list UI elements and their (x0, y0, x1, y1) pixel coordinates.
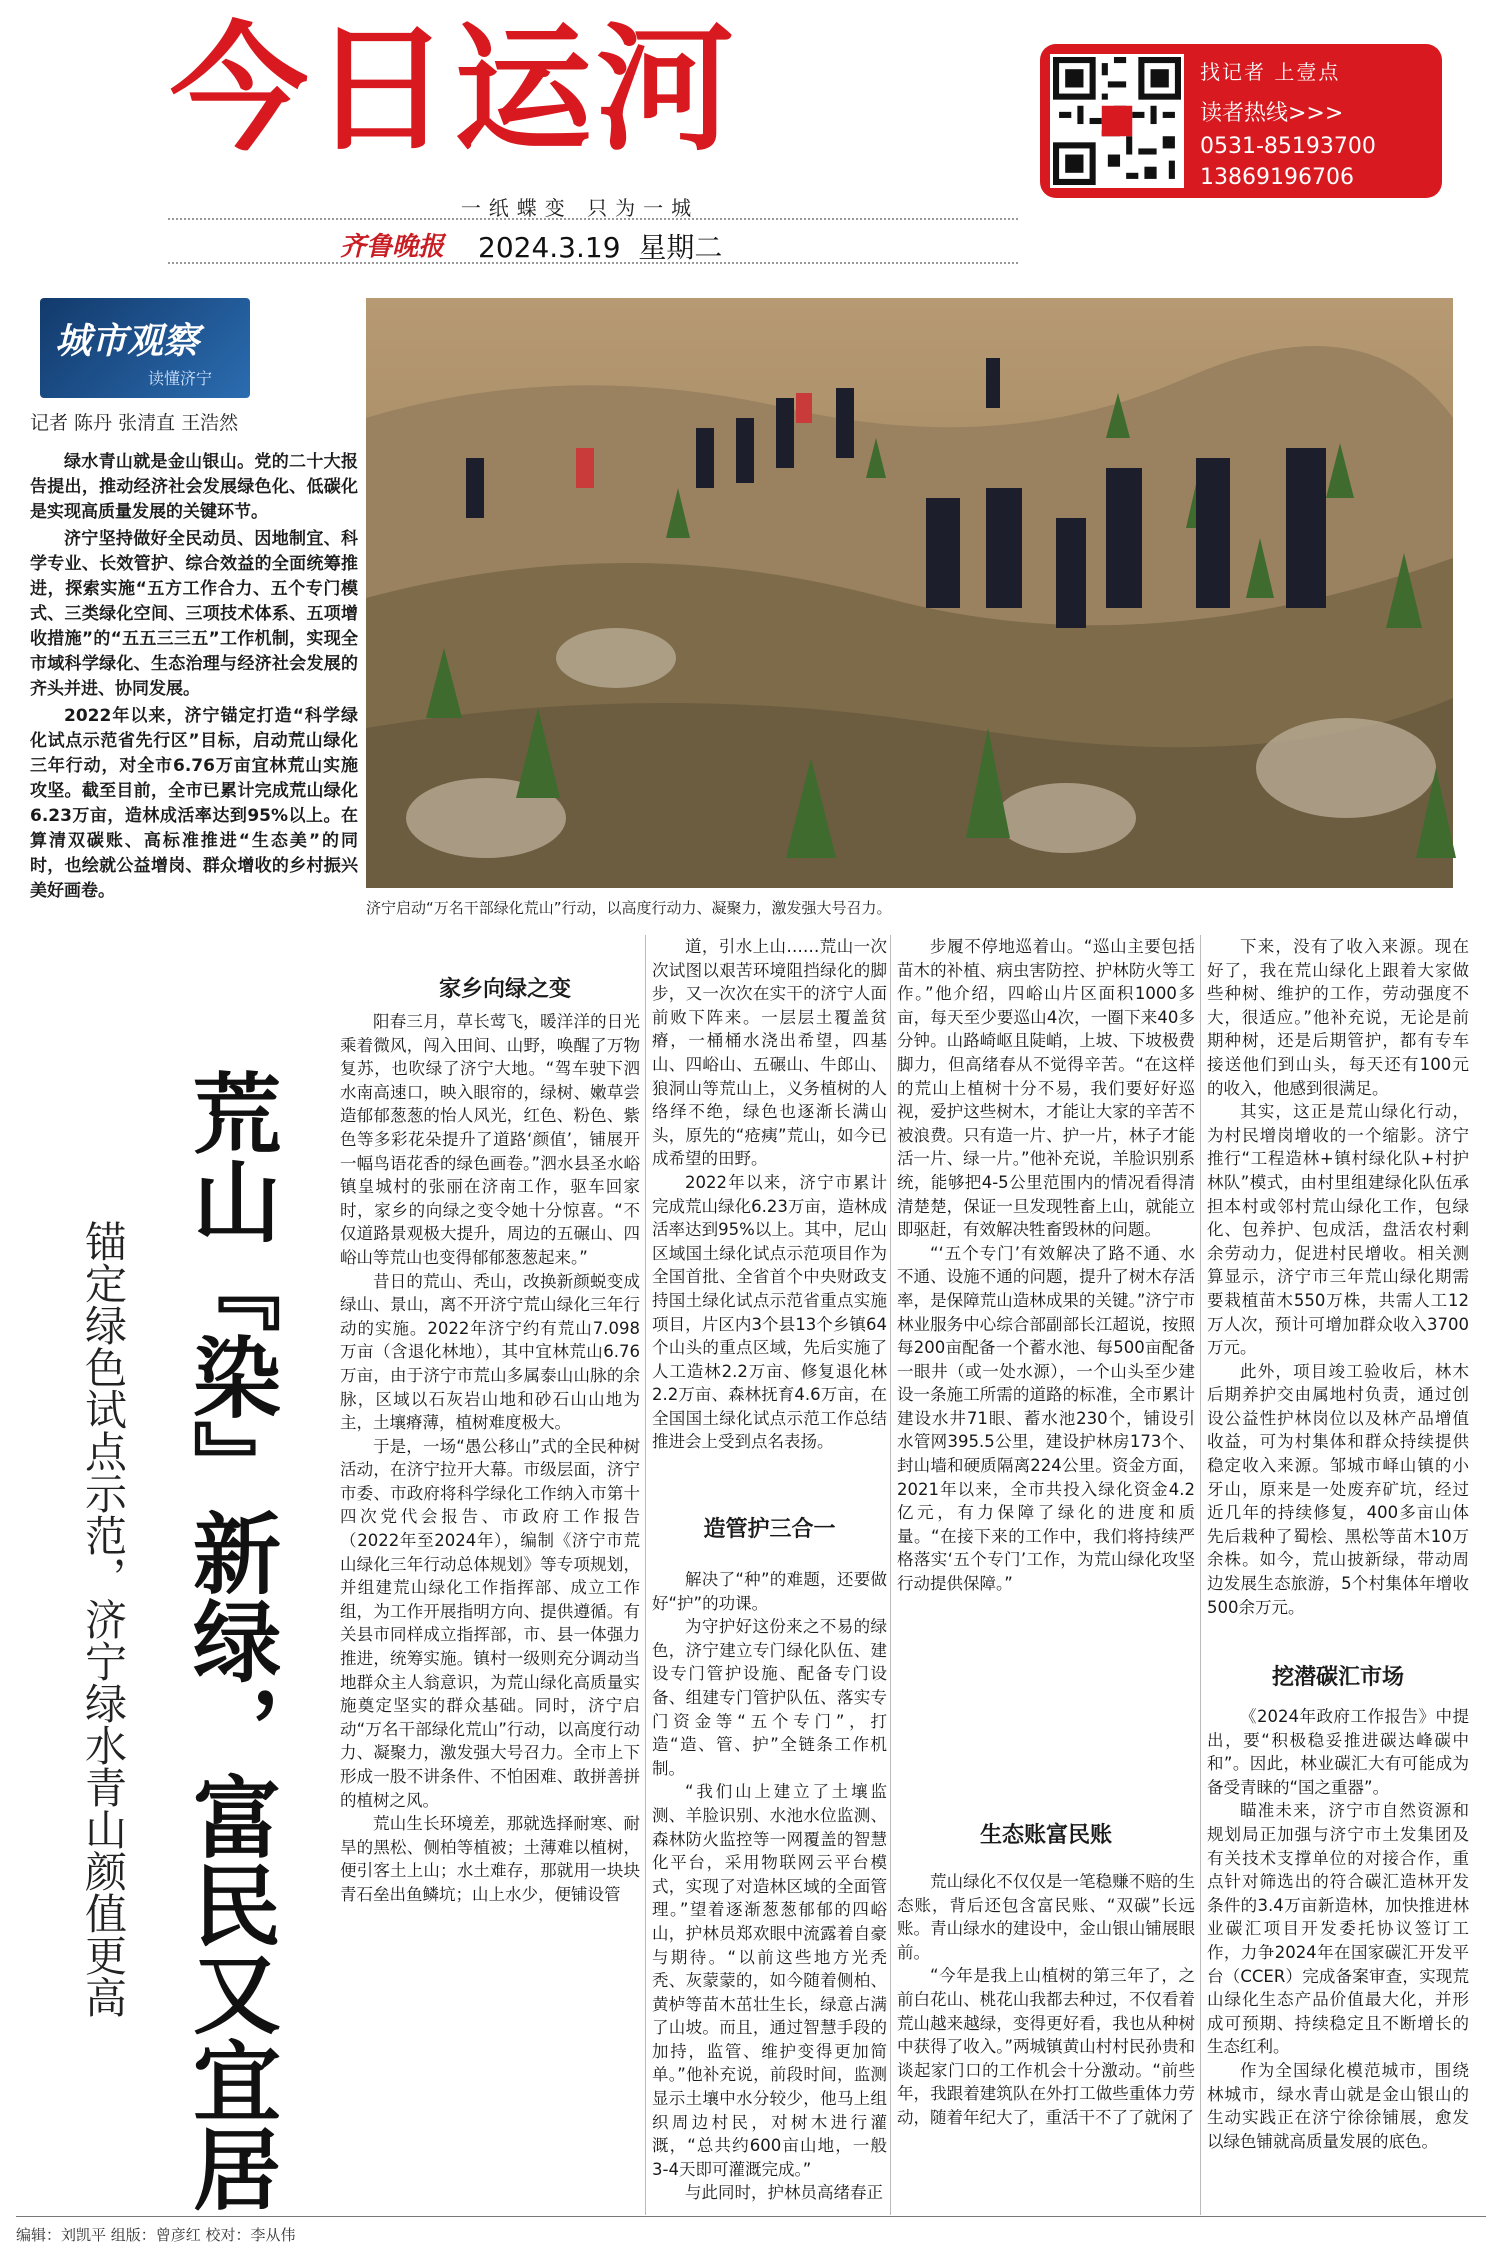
photo-illustration (366, 298, 1453, 888)
article-column-4b (1207, 1705, 1469, 2215)
divider (168, 218, 1018, 220)
intro-paragraph: 绿水青山就是金山银山。党的二十大报告提出，推动经济社会发展绿色化、低碳化是实现高质量发展的关键环节。 (30, 452, 358, 522)
tree-planting-photo (366, 298, 1453, 888)
hotline-phone1[interactable]: 0531-85193700 (1200, 134, 1376, 159)
masthead-title: 今日运河 (170, 9, 739, 170)
newspaper-name: 齐鲁晚报 (340, 232, 445, 262)
weekday: 星期二 (638, 231, 723, 264)
paragraph: 道，引水上山……荒山一次次试图以艰苦环境阻挡绿化的脚步，又一次次在实干的济宁人面前败下阵来。一层层土覆盖贫瘠，一桶桶水浇出希望，四基山、四峪山、五碾山、牛郎山、狼洞山等荒山上，义务植树的人络绎不绝，绿色也逐渐长满山头，原先的“疮痍”荒山，如今已成希望的田野。 (652, 937, 887, 1169)
paragraph: 与此同时，护林员高绪春正 (685, 2183, 883, 2203)
paragraph: 此外，项目竣工验收后，林木后期养护交由属地村负责，通过创设公益性护林岗位以及林产品增值收益，可为村集体和群众持续提供稳定收入来源。邹城市峄山镇的小牙山，原来是一处废弃矿坑，经过近几年的持续修复，400多亩山体先后栽种了蜀桧、黑松等苗木10万余株。如今，荒山披新绿，带动周边发展生态旅游，5个村集体年增收500余万元。 (1207, 1361, 1469, 1617)
paragraph: 下来，没有了收入来源。现在好了，我在荒山绿化上跟着大家做些种树、维护的工作，劳动强度不大，很适应。”他补充说，无论是前期种树，还是后期管护，都有专车接送他们到山头，每天还有100元的收入，他感到很满足。 (1207, 937, 1469, 1098)
paragraph: 步履不停地巡着山。“巡山主要包括苗木的补植、病虫害防控、护林防火等工作。”他介绍，四峪山片区面积1000多亩，每天至少要巡山4次，一圈下来40多分钟。山路崎岖且陡峭，上坡、下坡极费脚力，但高绪春从不觉得辛苦。“在这样的荒山上植树十分不易，我们要好好巡视，爱护这些树木，才能让大家的辛苦不被浪费。只有造一片、护一片，林子才能活一片、绿一片。”他补充说，羊脸识别系统，能够把4-5公里范围内的情况看得清清楚楚，保证一旦发现牲畜上山，就能立即驱赶，有效解决牲畜毁林的问题。 (897, 937, 1195, 1240)
paragraph: 为守护好这份来之不易的绿色，济宁建立专门绿化队伍、建设专门管护设施、配备专门设备、组建专门管护队伍、落实专门资金等“五个专门”，打造“造、管、护”全链条工作机制。 (652, 1617, 887, 1778)
masthead-slogan: 一纸蝶变 只为一城 (460, 196, 700, 220)
intro-paragraph: 2022年以来，济宁锚定打造“科学绿化试点示范省先行区”目标，启动荒山绿化三年行动，对全市6.76万亩宜林荒山实施攻坚。截至目前，全市已累计完成荒山绿化6.23万亩，造林成活率达到95%以上。在算清双碳账、高标准推进“生态美”的同时，也绘就公益增岗、群众增收的乡村振兴美好画卷。 (30, 706, 358, 901)
paragraph: 昔日的荒山、秃山，改换新颜蜕变成绿山、景山，离不开济宁荒山绿化三年行动的实施。2022年济宁约有荒山7.098万亩（含退化林地），其中宜林荒山6.76万亩，由于济宁市荒山多属泰山山脉的余脉，区域以石灰岩山地和砂石山山地为主，土壤瘠薄，植树难度极大。 (340, 1271, 640, 1433)
photo-caption: 济宁启动“万名干部绿化荒山”行动，以高度行动力、凝聚力，激发强大号召力。 (366, 899, 892, 917)
paragraph: 阳春三月，草长莺飞，暖洋洋的日光乘着微风，闯入田间、山野，唤醒了万物复苏，也吹绿了济宁大地。“驾车驶下泗水南高速口，映入眼帘的，绿树、嫩草尝造郁郁葱葱的怡人风光，红色、粉色、紫色等多彩花朵提升了道路‘颜值’，铺展开一幅鸟语花香的绿色画卷。”泗水县圣水峪镇皇城村的张丽在济南工作，驱车回家时，家乡的向绿之变令她十分惊喜。“不仅道路景观极大提升，周边的五碾山、四峪山等荒山也变得郁郁葱葱起来。” (340, 1012, 640, 1267)
article-column-2b (652, 1568, 887, 2213)
paragraph: 瞄准未来，济宁市自然资源和规划局正加强与济宁市土发集团及有关技术支撑单位的对接合作，重点针对筛选出的符合碳汇造林开发条件的3.4万亩新造林，加快推进林业碳汇项目开发委托协议签订工作，力争2024年在国家碳汇开发平台（CCER）完成备案审查，实现荒山绿化生态产品价值最大化，并形成可预期、持续稳定且不断增长的生态红利。 (1207, 1801, 1469, 2057)
byline: 记者 陈丹 张清直 王浩然 (30, 412, 239, 434)
intro-text (30, 450, 358, 975)
divider (16, 2216, 1486, 2217)
main-headline: 荒山『染』新绿，富民又宜居 (179, 1068, 283, 2212)
paragraph: “今年是我上山植树的第三年了，之前白花山、桃花山我都去种过，不仅看着荒山越来越绿，变得更好看，我也从种树中获得了收入。”两城镇黄山村村民孙贵和谈起家门口的工作机会十分激动。“前些年，我跟着建筑队在外打工做些重体力劳动，随着年纪大了，重活干不了了就闲了 (897, 1966, 1195, 2127)
qr-code-icon[interactable] (1050, 54, 1184, 188)
article-column-1 (340, 1010, 640, 2210)
hotline-line2: 读者热线>>> (1200, 101, 1344, 126)
paragraph: “‘五个专门’有效解决了路不通、水不通、设施不通的问题，提升了树木存活率，是保障荒山造林成果的关键。”济宁市林业服务中心综合部副部长江超说，按照每200亩配备一个蓄水池、每500亩配备一眼井（或一处水源），一个山头至少建设一条施工所需的道路的标准，全市累计建设水井71眼、蓄水池230个，铺设引水管网395.5公里，建设护林房173个、封山墙和硬质隔离224公里。资金方面，2021年以来，全市共投入绿化资金4.2亿元，有力保障了绿化的进度和质量。“在接下来的工作中，我们将持续严格落实‘五个专门’工作，为荒山绿化攻坚行动提供保障。” (897, 1243, 1195, 1594)
article-column-4 (1207, 935, 1469, 1645)
date: 2024.3.19 (478, 231, 621, 264)
intro-paragraph: 济宁坚持做好全民动员、因地制宜、科学专业、长效管护、综合效益的全面统筹推进，探索实施“五方工作合力、五个专门模式、三类绿化空间、三项技术体系、五项增收措施”的“五五三三五”工作机制，实现全市域科学绿化、生态治理与经济社会发展的齐头并进、协同发展。 (30, 529, 358, 699)
article-column-3 (897, 935, 1195, 1765)
section-heading: 挖潜碳汇市场 (1271, 1665, 1404, 1690)
article-column-3b (897, 1870, 1195, 2215)
column-divider (645, 935, 646, 2215)
paragraph: 于是，一场“愚公移山”式的全民种树活动，在济宁拉开大幕。市级层面，济宁市委、市政府将科学绿化工作纳入市第十四次党代会报告、市政府工作报告（2022年至2024年），编制《济宁市荒山绿化三年行动总体规划》等专项规划，并组建荒山绿化工作指挥部、成立工作组，为工作开展指明方向、提供遵循。有关县市同样成立指挥部，市、县一体强力推进，统筹实施。镇村一级则充分调动当地群众主人翁意识，为荒山绿化高质量实施奠定坚实的群众基础。同时，济宁启动“万名干部绿化荒山”行动，以高度行动力、凝聚力，激发强大号召力。全市上下形成一股不讲条件、不怕困难、敢拼善拼的植树之风。 (340, 1436, 640, 1810)
divider (168, 262, 1018, 264)
paragraph: 《2024年政府工作报告》中提出，要“积极稳妥推进碳达峰碳中和”。因此，林业碳汇大有可能成为备受青睐的“国之重器”。 (1207, 1707, 1469, 1797)
paragraph: 解决了“种”的难题，还要做好“护”的功课。 (652, 1570, 887, 1613)
editor-credits: 编辑：刘凯平 组版：曾彦红 校对：李从伟 (16, 2226, 296, 2244)
paragraph: 作为全国绿化模范城市，围绕林城市，绿水青山就是金山银山的生动实践正在济宁徐徐铺展，愈发以绿色铺就高质量发展的底色。 (1207, 2060, 1469, 2151)
column-badge-title: 城市观察 (55, 321, 200, 362)
column-divider (1200, 935, 1201, 2215)
paragraph: 其实，这正是荒山绿化行动，为村民增岗增收的一个缩影。济宁推行“工程造林+镇村绿化队+村护林队”模式，由村里组建绿化队伍承担本村或邻村荒山绿化工作，包绿化、包养护、包成活，盘活农村剩余劳动力，促进村民增收。相关测算显示，济宁市三年荒山绿化期需要栽植苗木550万株，共需人工12万人次，预计可增加群众收入3700万元。 (1207, 1102, 1469, 1358)
paragraph: 荒山绿化不仅仅是一笔稳赚不赔的生态账，背后还包含富民账、“双碳”长远账。青山绿水的建设中，金山银山铺展眼前。 (897, 1872, 1195, 1962)
paragraph: 2022年以来，济宁市累计完成荒山绿化6.23万亩，造林成活率达到95%以上。其中，尼山区域国土绿化试点示范项目作为全国首批、全省首个中央财政支持国土绿化试点示范省重点实施项目，片区内3个县13个乡镇64个山头的重点区域，先后实施了人工造林2.2万亩、修复退化林2.2万亩、森林抚育4.6万亩，在全国国土绿化试点示范工作总结推进会上受到点名表扬。 (652, 1172, 887, 1452)
hotline-phone2[interactable]: 13869196706 (1200, 165, 1354, 190)
section-heading: 家乡向绿之变 (438, 977, 571, 1002)
issue-date (478, 226, 798, 266)
column-badge-subtitle: 读懂济宁 (148, 369, 213, 388)
qr-code-graphic (1053, 57, 1181, 185)
section-heading: 造管护三合一 (703, 1517, 836, 1542)
article-column-2 (652, 935, 887, 1452)
hotline-line1: 找记者 上壹点 (1200, 60, 1341, 84)
paragraph: “我们山上建立了土壤监测、羊脸识别、水池水位监测、森林防火监控等一网覆盖的智慧化平台，采用物联网云平台模式，实现了对造林区域的全面管理。”望着逐渐葱葱郁郁的四峪山，护林员郑欢眼中流露着自豪与期待。“以前这些地方光秃秃、灰蒙蒙的，如今随着侧柏、黄栌等苗木茁壮生长，绿意占满了山坡。而且，通过智慧手段的加持，监管、维护变得更加简单。”他补充说，前段时间，监测显示土壤中水分较少，他马上组织周边村民，对树木进行灌溉，“总共约600亩山地，一般3-4天即可灌溉完成。” (652, 1782, 887, 2179)
sub-headline: 锚定绿色试点示范，济宁绿水青山颜值更高 (79, 1220, 128, 2018)
section-heading: 生态账富民账 (979, 1823, 1112, 1848)
column-divider (890, 935, 891, 2215)
paragraph: 荒山生长环境差，那就选择耐寒、耐旱的黑松、侧柏等植被；土薄难以植树，便引客土上山；水土难存，那就用一块块青石垒出鱼鳞坑；山上水少，便铺设管 (340, 1814, 640, 1904)
